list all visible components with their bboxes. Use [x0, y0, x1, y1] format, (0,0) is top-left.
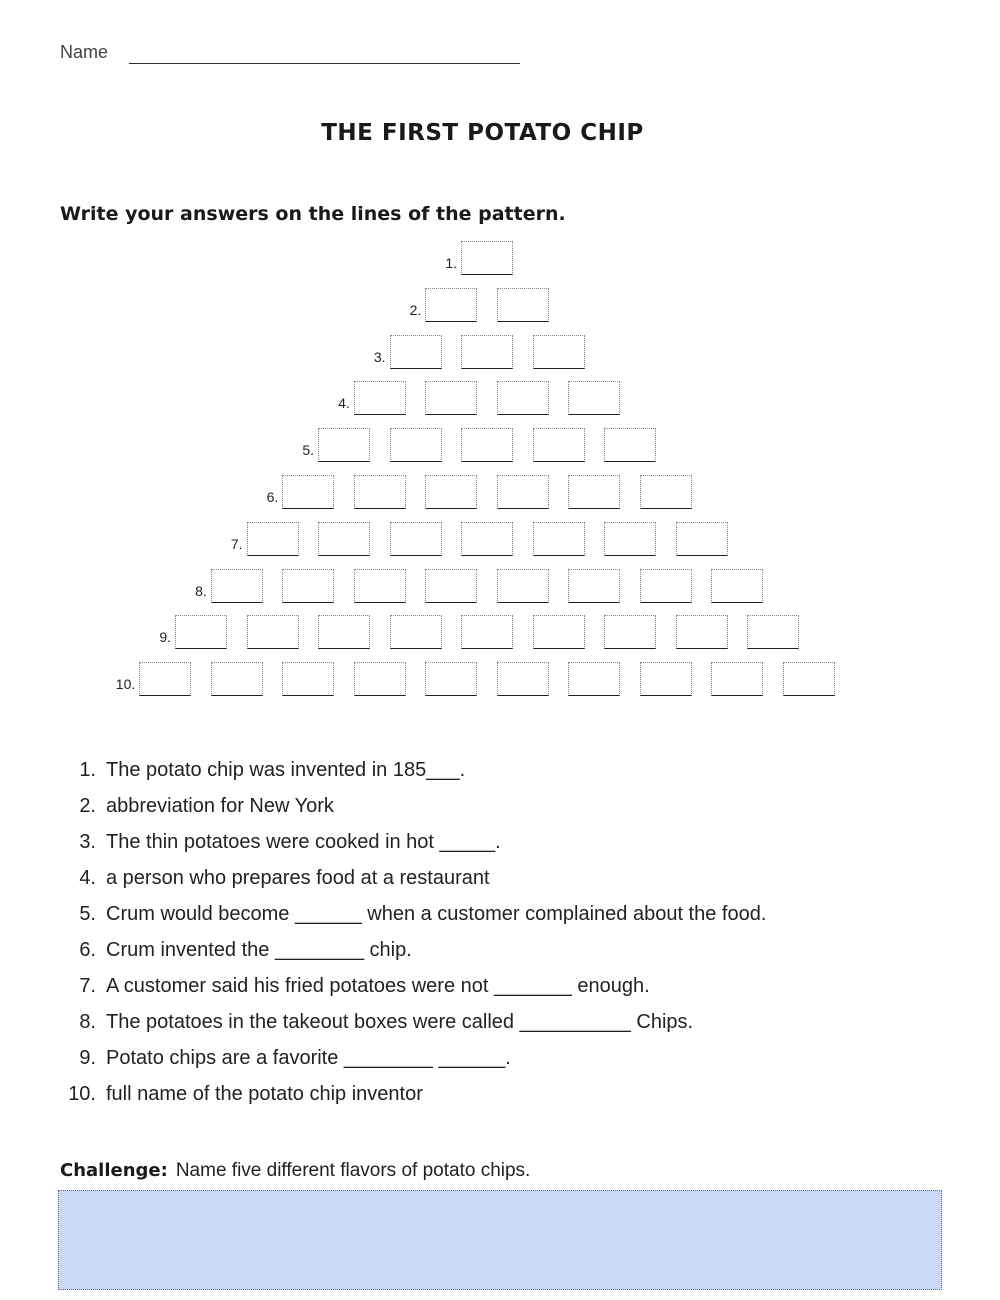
answer-letter-box[interactable] [318, 615, 370, 649]
answer-letter-box[interactable] [282, 475, 334, 509]
answer-letter-box[interactable] [354, 662, 406, 696]
question-item [60, 864, 766, 900]
answer-letter-box[interactable] [425, 288, 477, 322]
pyramid-row-label: 8. [195, 582, 207, 599]
questions-list [60, 756, 766, 1116]
name-line[interactable] [129, 63, 520, 64]
pyramid-row-label: 3. [373, 348, 386, 365]
answer-letter-box[interactable] [461, 241, 513, 275]
answer-letter-box[interactable] [497, 288, 549, 322]
answer-letter-box[interactable] [461, 522, 513, 556]
answer-letter-box[interactable] [282, 569, 334, 603]
answer-letter-box[interactable] [211, 569, 263, 603]
answer-letter-box[interactable] [533, 428, 585, 462]
answer-letter-box[interactable] [354, 569, 406, 603]
answer-letter-box[interactable] [390, 522, 442, 556]
answer-letter-box[interactable] [533, 522, 585, 556]
pyramid-row-label: 7. [230, 535, 243, 552]
question-text: full name of the potato chip inventor [106, 1083, 423, 1105]
question-text: A customer said his fried potatoes were not _______ enough. [106, 975, 650, 997]
answer-letter-box[interactable] [783, 662, 835, 696]
answer-letter-box[interactable] [604, 615, 656, 649]
answer-letter-box[interactable] [640, 662, 692, 696]
question-number: 4. [79, 867, 96, 889]
question-item [60, 972, 766, 1008]
name-label: Name [60, 42, 109, 62]
answer-letter-box[interactable] [425, 569, 477, 603]
question-item [60, 1044, 766, 1080]
answer-letter-box[interactable] [640, 569, 692, 603]
pyramid-row-label: 6. [266, 489, 279, 505]
question-text: Potato chips are a favorite ________ ______. [106, 1047, 511, 1069]
answer-letter-box[interactable] [318, 428, 370, 462]
question-item [60, 900, 766, 936]
answer-letter-box[interactable] [390, 615, 442, 649]
challenge-answer-box[interactable] [58, 1190, 942, 1290]
challenge-prompt [60, 1160, 530, 1182]
page-title: THE FIRST POTATO CHIP [321, 120, 644, 146]
answer-letter-box[interactable] [425, 662, 477, 696]
question-number: 1. [79, 759, 96, 781]
answer-letter-box[interactable] [497, 569, 549, 603]
pyramid-row-label: 1. [445, 255, 457, 271]
pyramid-row-label: 2. [409, 301, 422, 318]
question-number: 10. [68, 1083, 96, 1105]
answer-letter-box[interactable] [461, 615, 513, 649]
answer-letter-box[interactable] [247, 615, 299, 649]
question-item [60, 936, 766, 972]
answer-letter-box[interactable] [497, 662, 549, 696]
answer-letter-box[interactable] [425, 381, 477, 415]
instructions: Write your answers on the lines of the pattern. [60, 203, 566, 225]
question-item [60, 792, 766, 828]
answer-letter-box[interactable] [390, 428, 442, 462]
answer-letter-box[interactable] [497, 475, 549, 509]
answer-letter-box[interactable] [533, 615, 585, 649]
question-text: Crum would become ______ when a customer complained about the food. [106, 903, 767, 925]
question-number: 3. [79, 831, 96, 853]
question-number: 8. [79, 1011, 96, 1033]
answer-letter-box[interactable] [604, 428, 656, 462]
answer-letter-box[interactable] [461, 428, 513, 462]
answer-letter-box[interactable] [211, 662, 263, 696]
question-number: 2. [79, 795, 96, 817]
question-number: 7. [79, 975, 96, 997]
question-text: abbreviation for New York [106, 795, 334, 817]
question-item [60, 1008, 766, 1044]
answer-letter-box[interactable] [318, 522, 370, 556]
pyramid-row-label: 10. [115, 676, 136, 693]
answer-letter-box[interactable] [282, 662, 334, 696]
challenge-label: Challenge: [60, 1160, 168, 1181]
question-text: a person who prepares food at a restaurant [106, 867, 490, 889]
question-text: The thin potatoes were cooked in hot _____. [106, 831, 501, 853]
question-item [60, 756, 766, 792]
question-text: Crum invented the ________ chip. [106, 939, 412, 961]
answer-letter-box[interactable] [139, 662, 191, 696]
answer-letter-box[interactable] [354, 381, 406, 415]
question-number: 9. [79, 1047, 96, 1069]
answer-letter-box[interactable] [461, 335, 513, 369]
question-number: 6. [79, 939, 96, 961]
answer-letter-box[interactable] [711, 662, 763, 696]
answer-letter-box[interactable] [676, 522, 728, 556]
question-item [60, 828, 766, 864]
answer-letter-box[interactable] [604, 522, 656, 556]
pyramid-row-label: 4. [338, 395, 350, 412]
answer-letter-box[interactable] [568, 381, 620, 415]
question-item [60, 1080, 766, 1116]
answer-letter-box[interactable] [747, 615, 799, 649]
question-text: The potatoes in the takeout boxes were called __________ Chips. [106, 1011, 694, 1033]
answer-letter-box[interactable] [568, 569, 620, 603]
question-number: 5. [79, 903, 96, 925]
answer-letter-box[interactable] [175, 615, 227, 649]
pyramid-row-label: 5. [302, 442, 314, 459]
answer-letter-box[interactable] [568, 475, 620, 509]
challenge-text: Name five different flavors of potato chips. [175, 1160, 531, 1181]
answer-letter-box[interactable] [390, 335, 442, 369]
answer-letter-box[interactable] [497, 381, 549, 415]
question-text: The potato chip was invented in 185___. [106, 759, 466, 781]
answer-letter-box[interactable] [711, 569, 763, 603]
answer-letter-box[interactable] [568, 662, 620, 696]
pyramid-row-label: 9. [159, 629, 171, 646]
answer-letter-box[interactable] [533, 335, 585, 369]
answer-letter-box[interactable] [354, 475, 406, 509]
answer-letter-box[interactable] [247, 522, 299, 556]
answer-letter-box[interactable] [425, 475, 477, 509]
answer-letter-box[interactable] [640, 475, 692, 509]
answer-letter-box[interactable] [676, 615, 728, 649]
